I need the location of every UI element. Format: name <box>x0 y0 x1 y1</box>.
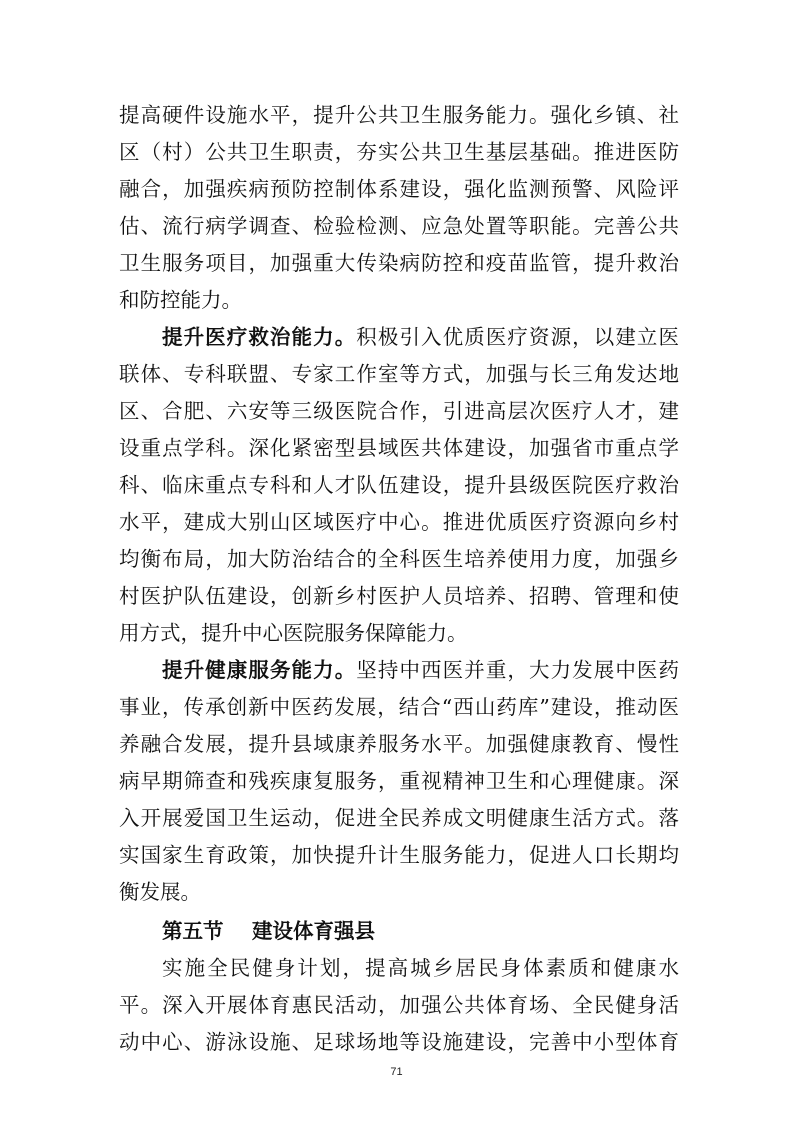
paragraph-line: 和防控能力。 <box>119 288 242 312</box>
paragraph-line: 联体、专科联盟、专家工作室等方式，加强与长三角发达地 <box>119 362 679 386</box>
paragraph-first-line: 实施全民健身计划，提高城乡居民身体素质和健康水 <box>162 956 679 980</box>
paragraph-first-line <box>162 658 679 682</box>
paragraph-line: 事业，传承创新中医药发展，结合“西山药库”建设，推动医 <box>119 695 679 719</box>
paragraph-line: 衡发展。 <box>119 880 201 904</box>
paragraph-line: 养融合发展，提升县域康养服务水平。加强健康教育、慢性 <box>119 732 679 756</box>
paragraph-text: 坚持中西医并重，大力发展中医药 <box>356 658 680 682</box>
paragraph-line: 均衡布局，加大防治结合的全科医生培养使用力度，加强乡 <box>119 547 679 571</box>
paragraph-first-line <box>162 325 679 349</box>
paragraph-line: 村医护队伍建设，创新乡村医护人员培养、招聘、管理和使 <box>119 584 679 608</box>
paragraph-line: 卫生服务项目，加强重大传染病防控和疫苗监管，提升救治 <box>119 251 679 275</box>
paragraph-line: 区、合肥、六安等三级医院合作，引进高层次医疗人才，建 <box>119 399 679 423</box>
paragraph-line: 平。深入开展体育惠民活动，加强公共体育场、全民健身活 <box>119 993 679 1017</box>
paragraph-lead: 提升医疗救治能力。 <box>162 325 357 349</box>
paragraph-line: 水平，建成大别山区域医疗中心。推进优质医疗资源向乡村 <box>119 510 679 534</box>
paragraph-line: 病早期筛查和残疾康复服务，重视精神卫生和心理健康。深 <box>119 769 679 793</box>
paragraph-line: 设重点学科。深化紧密型县域医共体建设，加强省市重点学 <box>119 436 679 460</box>
paragraph-line: 估、流行病学调查、检验检测、应急处置等职能。完善公共 <box>119 214 679 238</box>
paragraph-line: 实国家生育政策，加快提升计生服务能力，促进人口长期均 <box>119 843 679 867</box>
section-heading: 第五节 建设体育强县 <box>162 919 376 943</box>
paragraph-line: 区（村）公共卫生职责，夯实公共卫生基层基础。推进医防 <box>119 140 679 164</box>
paragraph-line: 用方式，提升中心医院服务保障能力。 <box>119 621 468 645</box>
page-number: 71 <box>390 1066 403 1078</box>
paragraph-line: 科、临床重点专科和人才队伍建设，提升县级医院医疗救治 <box>119 473 679 497</box>
paragraph-text: 积极引入优质医疗资源，以建立医 <box>356 325 680 349</box>
paragraph-line: 融合，加强疾病预防控制体系建设，强化监测预警、风险评 <box>119 177 679 201</box>
paragraph-line: 提高硬件设施水平，提升公共卫生服务能力。强化乡镇、社 <box>119 103 679 127</box>
paragraph-lead: 提升健康服务能力。 <box>162 658 357 682</box>
paragraph-line: 动中心、游泳设施、足球场地等设施建设，完善中小型体育 <box>119 1030 679 1054</box>
paragraph-line: 入开展爱国卫生运动，促进全民养成文明健康生活方式。落 <box>119 806 679 830</box>
